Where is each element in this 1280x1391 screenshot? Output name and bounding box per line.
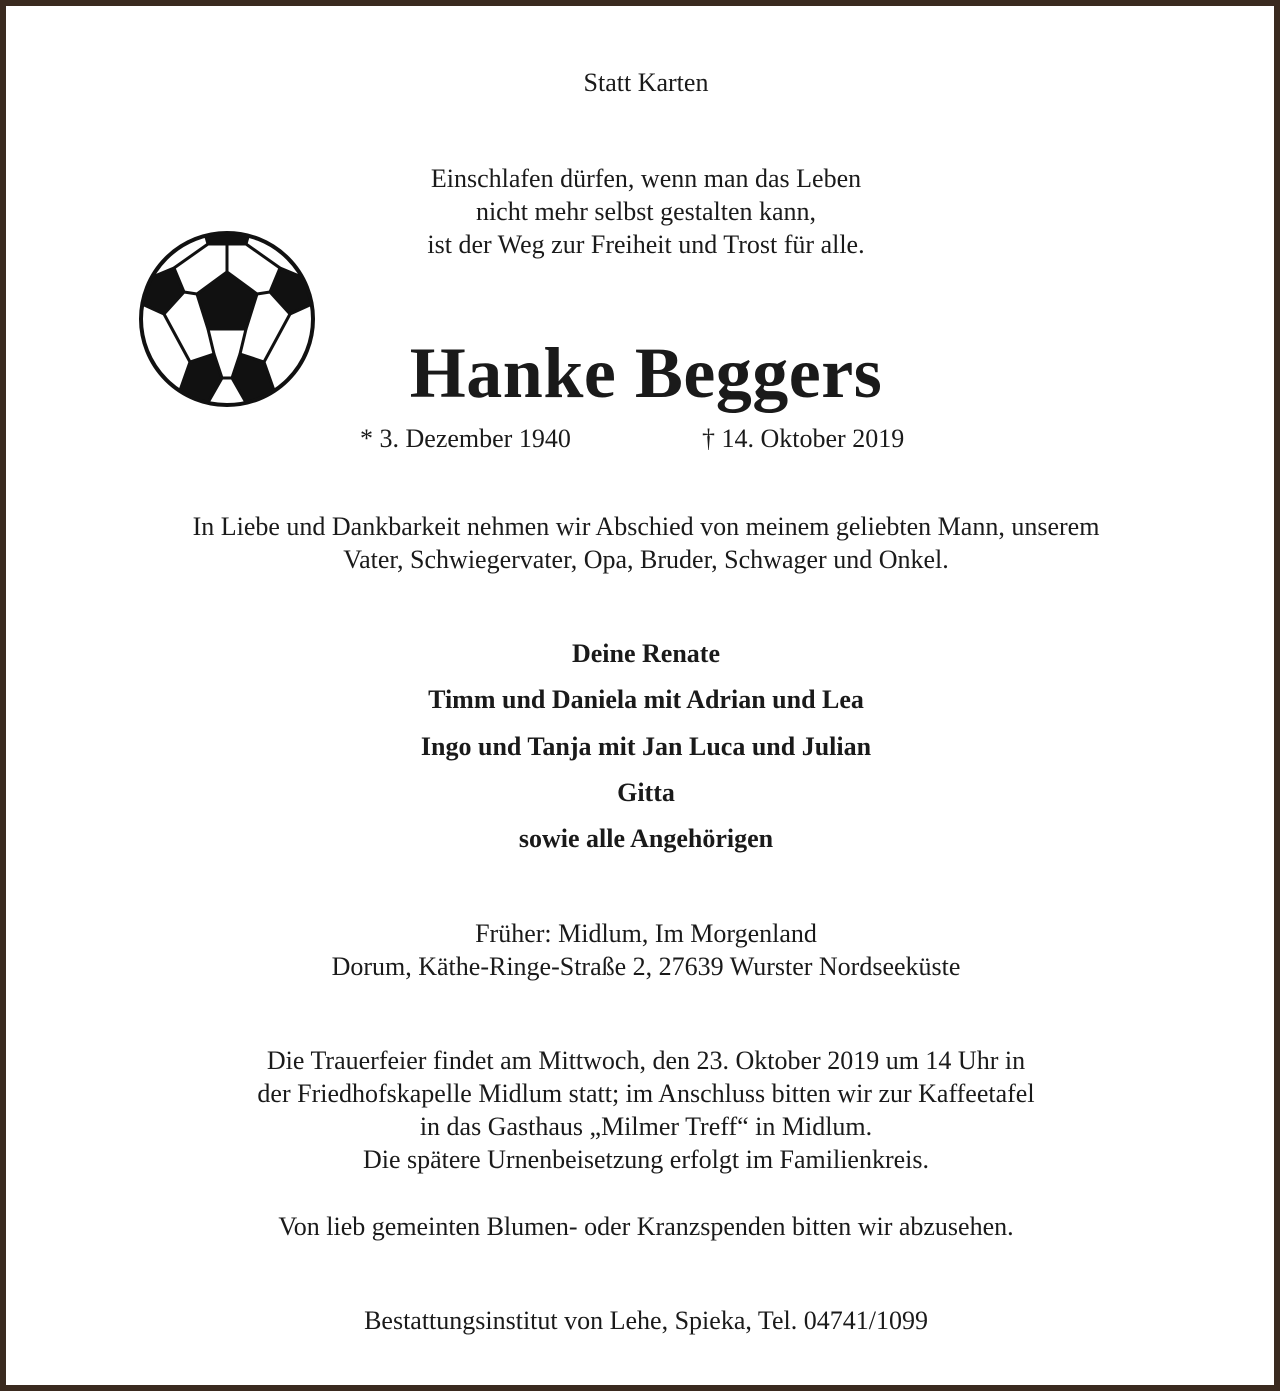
- birth-date: * 3. Dezember 1940: [360, 424, 571, 453]
- address-line: Früher: Midlum, Im Morgenland: [475, 919, 817, 948]
- death-date: † 14. Oktober 2019: [702, 424, 905, 453]
- farewell-line: Vater, Schwiegervater, Opa, Bruder, Schwager und Onkel.: [343, 545, 949, 574]
- funeral-home: Bestattungsinstitut von Lehe, Spieka, Tel. 04741/1099: [364, 1306, 928, 1335]
- mourner-name: Timm und Daniela mit Adrian und Lea: [428, 685, 864, 714]
- statt-karten-label: Statt Karten: [583, 68, 709, 97]
- farewell-line: In Liebe und Dankbarkeit nehmen wir Abschied von meinem geliebten Mann, unserem: [192, 512, 1100, 541]
- service-line: Die Trauerfeier findet am Mittwoch, den 23. Oktober 2019 um 14 Uhr in: [266, 1046, 1026, 1075]
- mourner-name: Ingo und Tanja mit Jan Luca und Julian: [420, 732, 872, 761]
- mourner-name: Deine Renate: [571, 639, 720, 668]
- flowers-note: Von lieb gemeinten Blumen- oder Kranzspenden bitten wir abzusehen.: [278, 1212, 1014, 1241]
- quote-line: ist der Weg zur Freiheit und Trost für alle.: [427, 230, 865, 259]
- mourner-name: sowie alle Angehörigen: [518, 824, 774, 853]
- address-line: Dorum, Käthe-Ringe-Straße 2, 27639 Wurster Nordseeküste: [331, 952, 961, 981]
- service-line: der Friedhofskapelle Midlum statt; im Anschluss bitten wir zur Kaffeetafel: [257, 1079, 1035, 1108]
- deceased-name: Hanke Beggers: [409, 333, 883, 413]
- service-line: Die spätere Urnenbeisetzung erfolgt im Familienkreis.: [362, 1145, 930, 1174]
- quote-line: Einschlafen dürfen, wenn man das Leben: [430, 164, 862, 193]
- mourner-name: Gitta: [617, 778, 675, 807]
- quote-line: nicht mehr selbst gestalten kann,: [475, 197, 817, 226]
- service-line: in das Gasthaus „Milmer Treff“ in Midlum.: [419, 1112, 873, 1141]
